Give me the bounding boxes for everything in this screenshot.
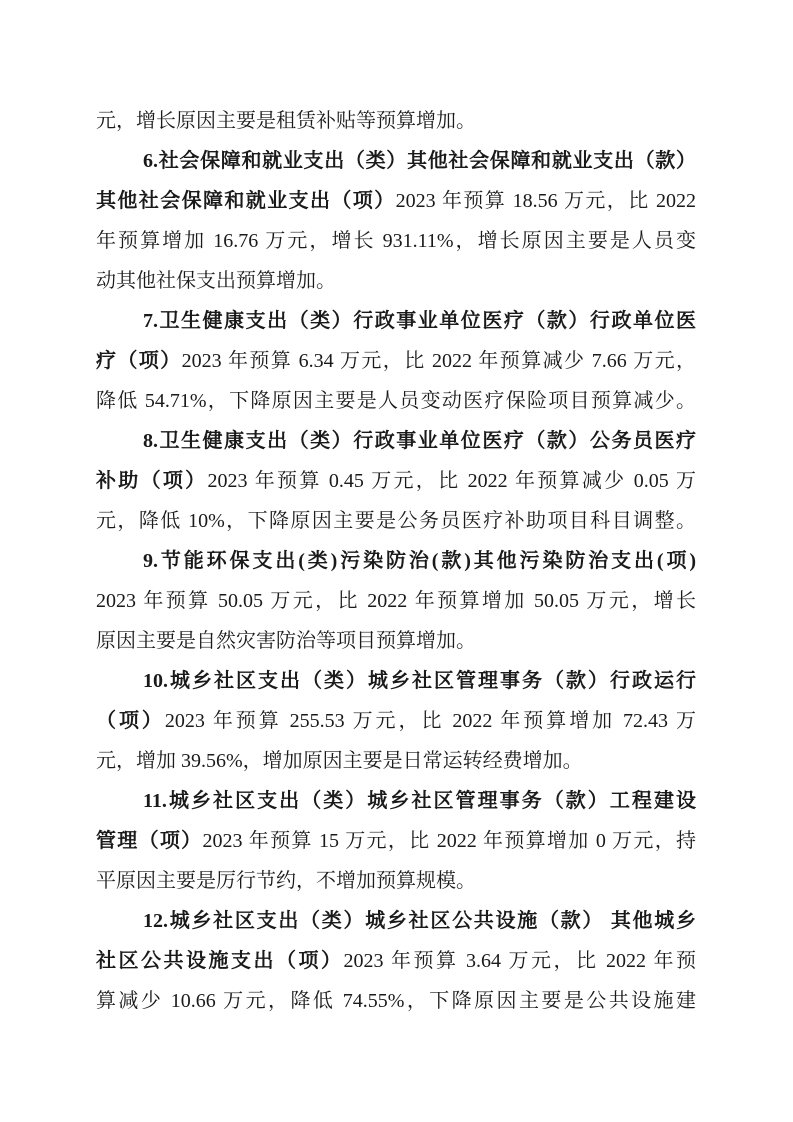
heading-text-run: 7.卫生健康支出（类）行政事业单位医疗（款）行政单位医 <box>143 310 696 332</box>
text-line <box>96 141 696 181</box>
text-line <box>96 261 696 301</box>
heading-text-run: 9.节能环保支出(类)污染防治(款)其他污染防治支出(项) <box>143 550 696 572</box>
body-text-run: 动其他社保支出预算增加。 <box>96 270 336 292</box>
text-line <box>96 981 696 1021</box>
text-line <box>96 421 696 461</box>
text-line <box>96 501 696 541</box>
text-line <box>96 581 696 621</box>
text-line <box>96 541 696 581</box>
heading-text-run: 补助（项） <box>96 470 208 492</box>
body-text-run: 元，增加 39.56%，增加原因主要是日常运转经费增加。 <box>96 750 583 772</box>
body-text-run: 元，增长原因主要是租赁补贴等预算增加。 <box>96 110 476 132</box>
text-line <box>96 781 696 821</box>
heading-text-run: 8.卫生健康支出（类）行政事业单位医疗（款）公务员医疗 <box>143 430 696 452</box>
heading-text-run: 6.社会保障和就业支出（类）其他社会保障和就业支出（款） <box>143 150 696 172</box>
body-text-run: 2023 年预算 50.05 万元，比 2022 年预算增加 50.05 万元，增长 <box>96 590 696 612</box>
text-line <box>96 941 696 981</box>
text-line <box>96 621 696 661</box>
heading-text-run: 管理（项） <box>96 830 203 852</box>
heading-text-run: 12.城乡社区支出（类）城乡社区公共设施（款） 其他城乡 <box>143 910 696 932</box>
heading-text-run: 其他社会保障和就业支出（项） <box>96 190 396 212</box>
body-text-run: 2023 年预算 6.34 万元，比 2022 年预算减少 7.66 万元， <box>181 350 696 372</box>
heading-text-run: 10.城乡社区支出（类）城乡社区管理事务（款）行政运行 <box>143 670 696 692</box>
body-text-run: 元，降低 10%，下降原因主要是公务员医疗补助项目科目调整。 <box>96 510 696 532</box>
body-text-run: 原因主要是自然灾害防治等项目预算增加。 <box>96 630 476 652</box>
heading-text-run: （项） <box>96 710 165 732</box>
heading-text-run: 社区公共设施支出（项） <box>96 950 344 972</box>
body-text-run: 2023 年预算 0.45 万元，比 2022 年预算减少 0.05 万 <box>207 470 696 492</box>
body-text-run: 年预算增加 16.76 万元，增长 931.11%，增长原因主要是人员变 <box>96 230 696 252</box>
text-line <box>96 901 696 941</box>
text-line <box>96 341 696 381</box>
heading-text-run: 11.城乡社区支出（类）城乡社区管理事务（款）工程建设 <box>143 790 696 812</box>
text-block <box>96 101 696 1021</box>
text-line <box>96 221 696 261</box>
body-text-run: 2023 年预算 3.64 万元，比 2022 年预 <box>343 950 696 972</box>
heading-text-run: 疗（项） <box>96 350 182 372</box>
text-line <box>96 701 696 741</box>
text-line <box>96 861 696 901</box>
body-text-run: 算减少 10.66 万元，降低 74.55%，下降原因主要是公共设施建 <box>96 990 696 1012</box>
body-text-run: 降低 54.71%，下降原因主要是人员变动医疗保险项目预算减少。 <box>96 390 696 412</box>
text-line <box>96 461 696 501</box>
text-line <box>96 101 696 141</box>
text-line <box>96 741 696 781</box>
text-line <box>96 661 696 701</box>
text-line <box>96 301 696 341</box>
text-line <box>96 181 696 221</box>
body-text-run: 2023 年预算 18.56 万元，比 2022 <box>395 190 696 212</box>
text-line <box>96 381 696 421</box>
body-text-run: 平原因主要是厉行节约，不增加预算规模。 <box>96 870 476 892</box>
text-line <box>96 821 696 861</box>
body-text-run: 2023 年预算 255.53 万元，比 2022 年预算增加 72.43 万 <box>164 710 696 732</box>
body-text-run: 2023 年预算 15 万元，比 2022 年预算增加 0 万元，持 <box>202 830 696 852</box>
